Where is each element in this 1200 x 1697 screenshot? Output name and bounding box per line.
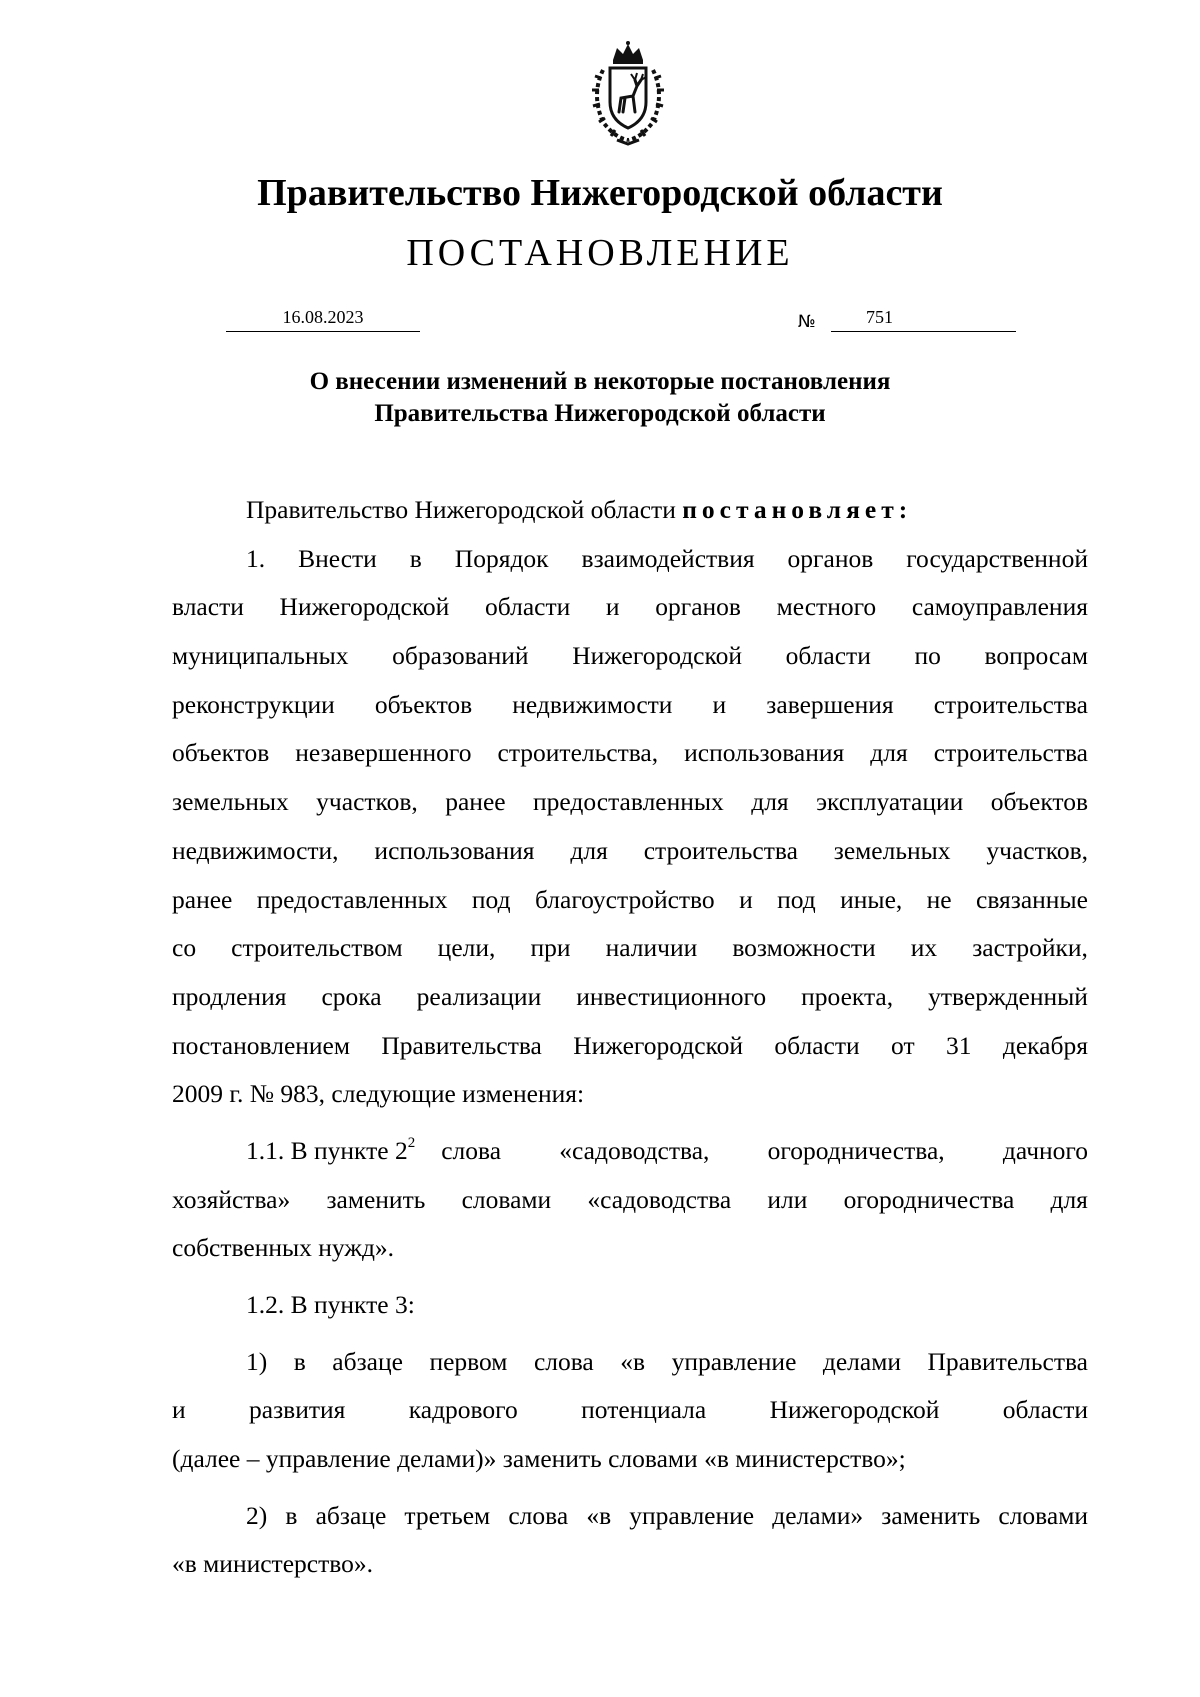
text-line: ранее предоставленных под благоустройство и под иные, не связанные (172, 884, 1088, 914)
text-line: земельных участков, ранее предоставленных для эксплуатации объектов (172, 787, 1088, 817)
text-line: собственных нужд». (172, 1233, 395, 1263)
title-line: Правительства Нижегородской области (374, 400, 826, 427)
document-number-field (831, 306, 1016, 332)
text-line: продления срока реализации инвестиционного проекта, утвержденный (172, 981, 1088, 1011)
document-number: 751 (866, 307, 893, 327)
p1-1-rest: слова «садоводства, огородничества, дачного (441, 1135, 1088, 1165)
text-line: 1. Внести в Порядок взаимодействия органов государственной (246, 543, 1088, 573)
document-body (172, 486, 1088, 1589)
text-line: (далее – управление делами)» заменить словами «в министерство»; (172, 1444, 906, 1474)
title-line: О внесении изменений в некоторые постановления (309, 368, 891, 395)
number-sign: № (798, 312, 816, 332)
text-line: объектов незавершенного строительства, использования для строительства (172, 738, 1088, 768)
document-title (0, 366, 1200, 430)
text-line: постановлением Правительства Нижегородской области от 31 декабря (172, 1030, 1088, 1060)
text-line: реконструкции объектов недвижимости и завершения строительства (172, 689, 1088, 719)
intro-paragraph (172, 486, 1088, 535)
text-line: власти Нижегородской области и органов местного самоуправления (172, 592, 1088, 622)
text-line: недвижимости, использования для строительства земельных участков, (172, 835, 1088, 865)
paragraph-1-1 (172, 1176, 1088, 1273)
text-line: хозяйства» заменить словами «садоводства или огородничества для (172, 1184, 1088, 1214)
organization-name: Правительство Нижегородской области (257, 172, 943, 214)
text-line: муниципальных образований Нижегородской области по вопросам (172, 641, 1088, 671)
paragraph-1-2: 1.2. В пункте 3: (246, 1290, 415, 1319)
text-line: 2009 г. № 983, следующие изменения: (172, 1079, 585, 1109)
subparagraph-2 (172, 1492, 1088, 1589)
p1-1-lead: 1.1. В пункте $2^2$ (246, 1135, 416, 1165)
text-line: 2) в абзаце третьем слова «в управление делами» заменить словами (246, 1500, 1088, 1530)
text-line: со строительством цели, при наличии возможности их застройки, (172, 933, 1088, 963)
coat-of-arms-icon (573, 40, 683, 150)
superscript: 2 (407, 1135, 416, 1152)
intro-text: Правительство Нижегородской области (246, 495, 683, 524)
paragraph-1-1-first-line (172, 1127, 1088, 1176)
text-line: и развития кадрового потенциала Нижегородской области (172, 1395, 1088, 1425)
text-line: «в министерство». (172, 1549, 373, 1579)
paragraph-1 (172, 535, 1088, 1119)
intro-keyword: постановляет: (682, 495, 913, 524)
text-line: 1) в абзаце первом слова «в управление делами Правительства (246, 1346, 1088, 1376)
document-type: ПОСТАНОВЛЕНИЕ (406, 232, 794, 274)
subparagraph-1 (172, 1338, 1088, 1484)
document-date: 16.08.2023 (226, 306, 420, 332)
